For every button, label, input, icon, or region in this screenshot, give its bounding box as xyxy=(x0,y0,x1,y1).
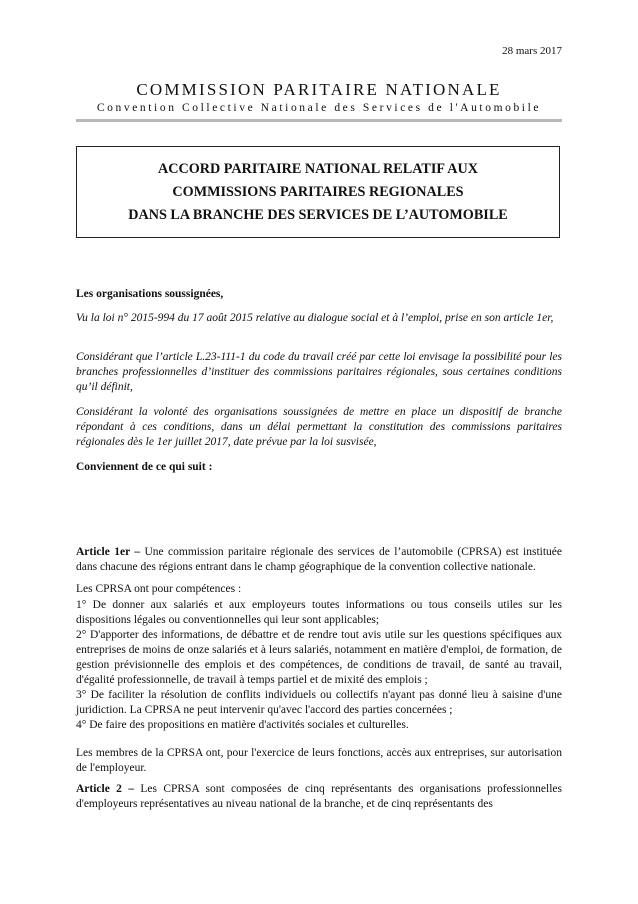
article-2-text: Les CPRSA sont composées de cinq représentants des organisations professionnelles d'employeurs représentatives au niveau national de la branche, et de cinq représentants des xyxy=(76,783,562,810)
article-2-paragraph xyxy=(76,782,562,812)
competence-item-3: 3° De faciliter la résolution de conflits individuels ou collectifs n'ayant pas donné lieu à saisine d'une juridiction. La CPRSA ne peut intervenir qu'avec l'accord des parties concernées ; xyxy=(76,689,562,716)
signatories-heading: Les organisations soussignées, xyxy=(76,288,224,300)
article-1-paragraph xyxy=(76,545,562,575)
conviennent-heading: Conviennent de ce qui suit : xyxy=(76,461,213,473)
organization-subtitle: Convention Collective Nationale des Services de l'Automobile xyxy=(96,102,542,114)
agreement-title-line-1: ACCORD PARITAIRE NATIONAL RELATIF AUX xyxy=(157,160,479,177)
agreement-title-box xyxy=(76,146,560,238)
competence-item-4: 4° De faire des propositions en matière d'activités sociales et culturelles. xyxy=(76,719,409,731)
document-date: 28 mars 2017 xyxy=(502,45,562,57)
agreement-title-line-2: COMMISSIONS PARITAIRES REGIONALES xyxy=(172,183,464,200)
competence-item-1: 1° De donner aux salariés et aux employeurs toutes informations ou tous conseils utiles sur les dispositions légales ou conventionnelles qui leur sont applicables; xyxy=(76,599,562,626)
organization-title: COMMISSION PARITAIRE NATIONALE xyxy=(136,80,502,99)
preamble-vu: Vu la loi n° 2015-994 du 17 août 2015 relative au dialogue social et à l’emploi, prise en son article 1er, xyxy=(76,312,554,324)
article-1-text: Une commission paritaire régionale des services de l’automobile (CPRSA) est instituée dans chacune des régions entrant dans le champ géographique de la convention collective nationale. xyxy=(76,546,563,573)
competence-item-2: 2° D'apporter des informations, de débattre et de rendre tout avis utile sur les questions spécifiques aux entreprises de moins de onze salariés et à leurs salariés, notamment en matière d'emploi, de formation, de gestion prévisionnelle des emplois et des compétences, de conditions de travail, de santé au travail, d'égalité professionnelle, de travail à temps partiel et de mixité des emplois ; xyxy=(76,629,562,686)
competences-intro: Les CPRSA ont pour compétences : xyxy=(76,583,242,595)
preamble-considerant-1: Considérant que l’article L.23-111-1 du code du travail créé par cette loi envisage la possibilité pour les branches professionnelles d’instituer des commissions paritaires régionales, sous certaines conditions qu’il définit, xyxy=(76,351,562,393)
article-2-label: Article 2 – xyxy=(76,783,135,795)
agreement-title-line-3: DANS LA BRANCHE DES SERVICES DE L’AUTOMOBILE xyxy=(128,206,508,223)
preamble-considerant-2: Considérant la volonté des organisations soussignées de mettre en place un dispositif de branche répondant à ces conditions, dans un délai permettant la constitution des commissions paritaires régionales dès le 1er juillet 2017, date prévue par la loi susvisée, xyxy=(76,406,562,448)
membres-paragraph: Les membres de la CPRSA ont, pour l'exercice de leurs fonctions, accès aux entreprises, sur autorisation de l'employeur. xyxy=(76,747,562,774)
article-1-label: Article 1er – xyxy=(76,546,141,558)
header-divider xyxy=(76,119,562,122)
